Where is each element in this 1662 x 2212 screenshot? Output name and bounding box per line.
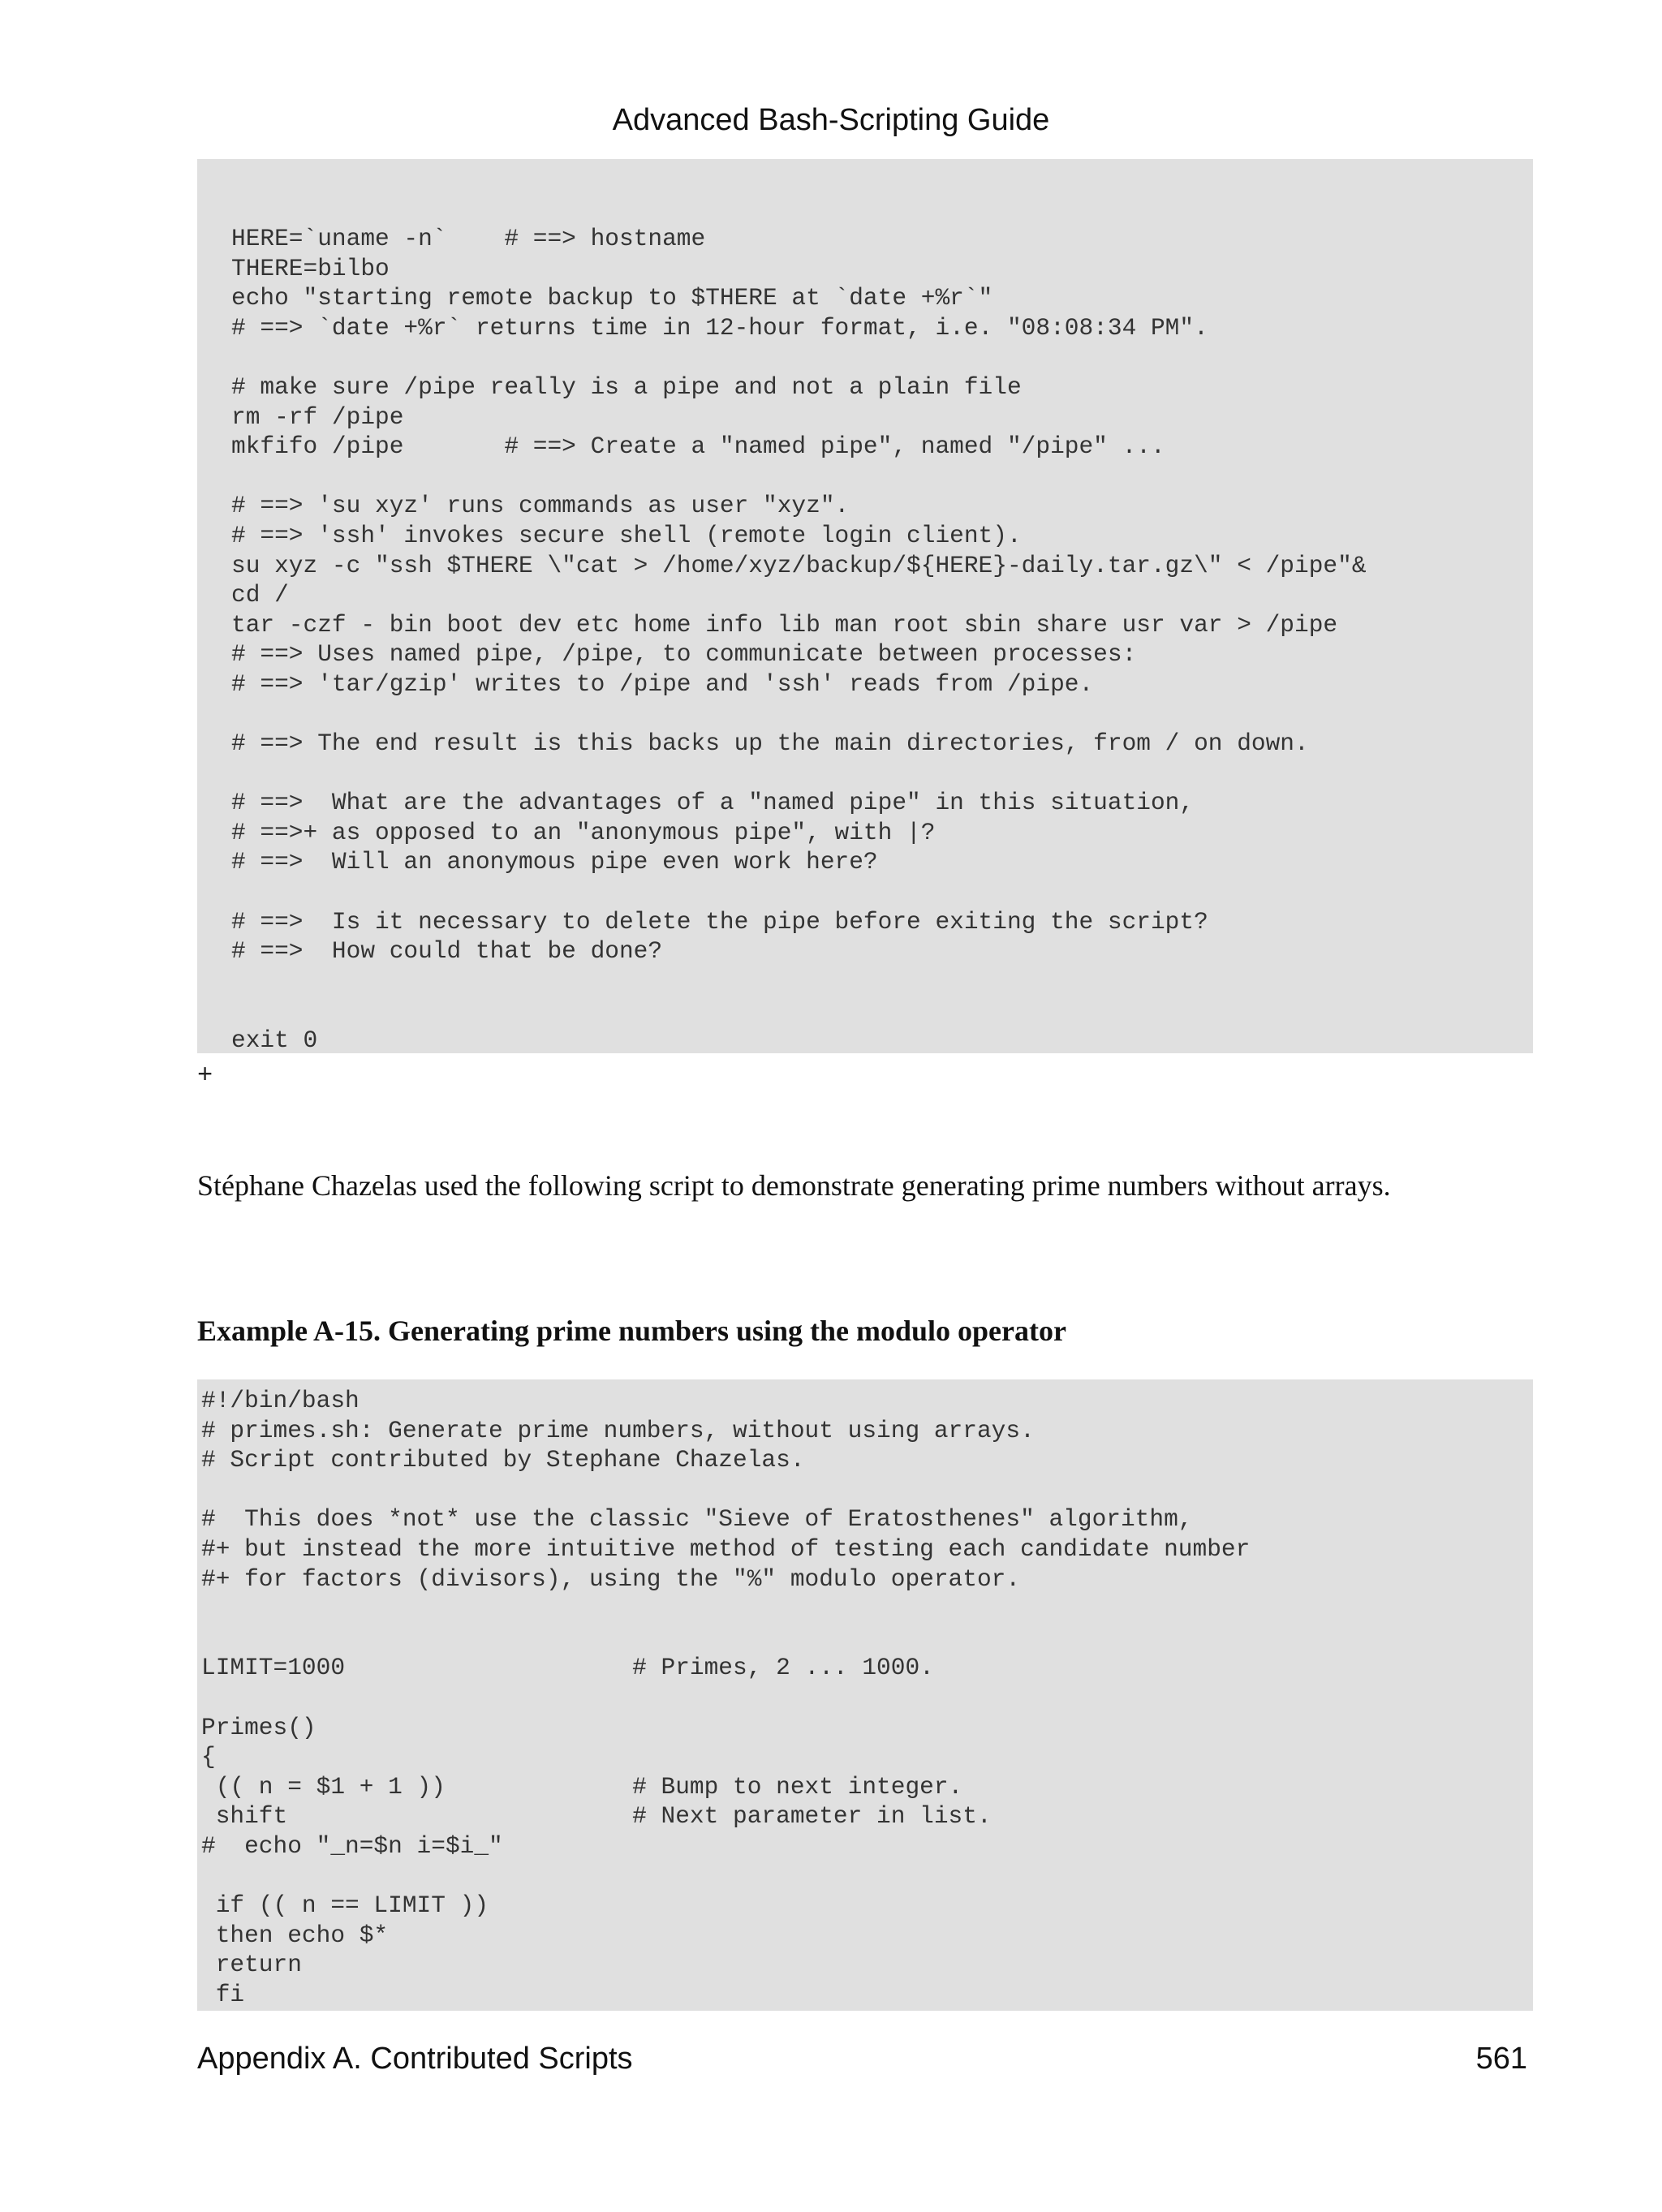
code-text-backup-script: HERE=`uname -n` # ==> hostname THERE=bilbo echo "starting remote backup to $THERE at `date +%r`" # ==> `date +%r` returns time in 12-hour format, i.e. "08:08:34 PM". # make sure /pipe really is a pipe and not a plain file rm -rf /pipe mkfifo /pipe # ==> Create a "named pipe", named "/pipe" ... # ==> 'su xyz' runs commands as user "xyz". # ==> 'ssh' invokes secure shell (remote login client). su xyz -c "ssh $THERE \"cat > /home/xyz/backup/${HERE}-daily.tar.gz\" < /pipe"& cd / tar -czf - bin boot dev etc home info lib man root sbin share usr var > /pipe # ==> Uses named pipe, /pipe, to communicate between processes: # ==> 'tar/gzip' writes to /pipe and 'ssh' reads from /pipe. # ==> The end result is this backs up the main directories, from / on down. # ==> What are the advantages of a "named pipe" in this situation, # ==>+ as opposed to an "anonymous pipe", with |? # ==> Will an anonymous pipe even work here? # ==> Is it necessary to delete the pipe before exiting the script? # ==> How could that be done? exit 0 bbox=[231, 225, 1367, 1053]
example-title: Example A-15. Generating prime numbers using the modulo operator bbox=[197, 1315, 1066, 1347]
body-paragraph: Stéphane Chazelas used the following script to demonstrate generating prime numbers without arrays. bbox=[197, 1169, 1391, 1202]
page-header-title: Advanced Bash-Scripting Guide bbox=[612, 103, 1050, 137]
footer-section-title: Appendix A. Contributed Scripts bbox=[197, 2042, 633, 2076]
plus-mark: + bbox=[197, 1061, 213, 1091]
code-text-primes-script: #!/bin/bash # primes.sh: Generate prime numbers, without using arrays. # Script contributed by Stephane Chazelas. # This does *not* use the classic "Sieve of Eratosthenes" algorithm, #+ but instead the more intuitive method of testing each candidate number #+ for factors (divisors), using the "%" modulo operator. LIMIT=1000 # Primes, 2 ... 1000. Primes() { (( n = $1 + 1 )) # Bump to next integer. shift # Next parameter in list. # echo "_n=$n i=$i_" if (( n == LIMIT )) then echo $* return fi bbox=[201, 1387, 1251, 2008]
code-block-primes-script bbox=[197, 1379, 1533, 2011]
footer-page-number: 561 bbox=[1475, 2042, 1527, 2076]
code-block-backup-script bbox=[197, 159, 1533, 1053]
